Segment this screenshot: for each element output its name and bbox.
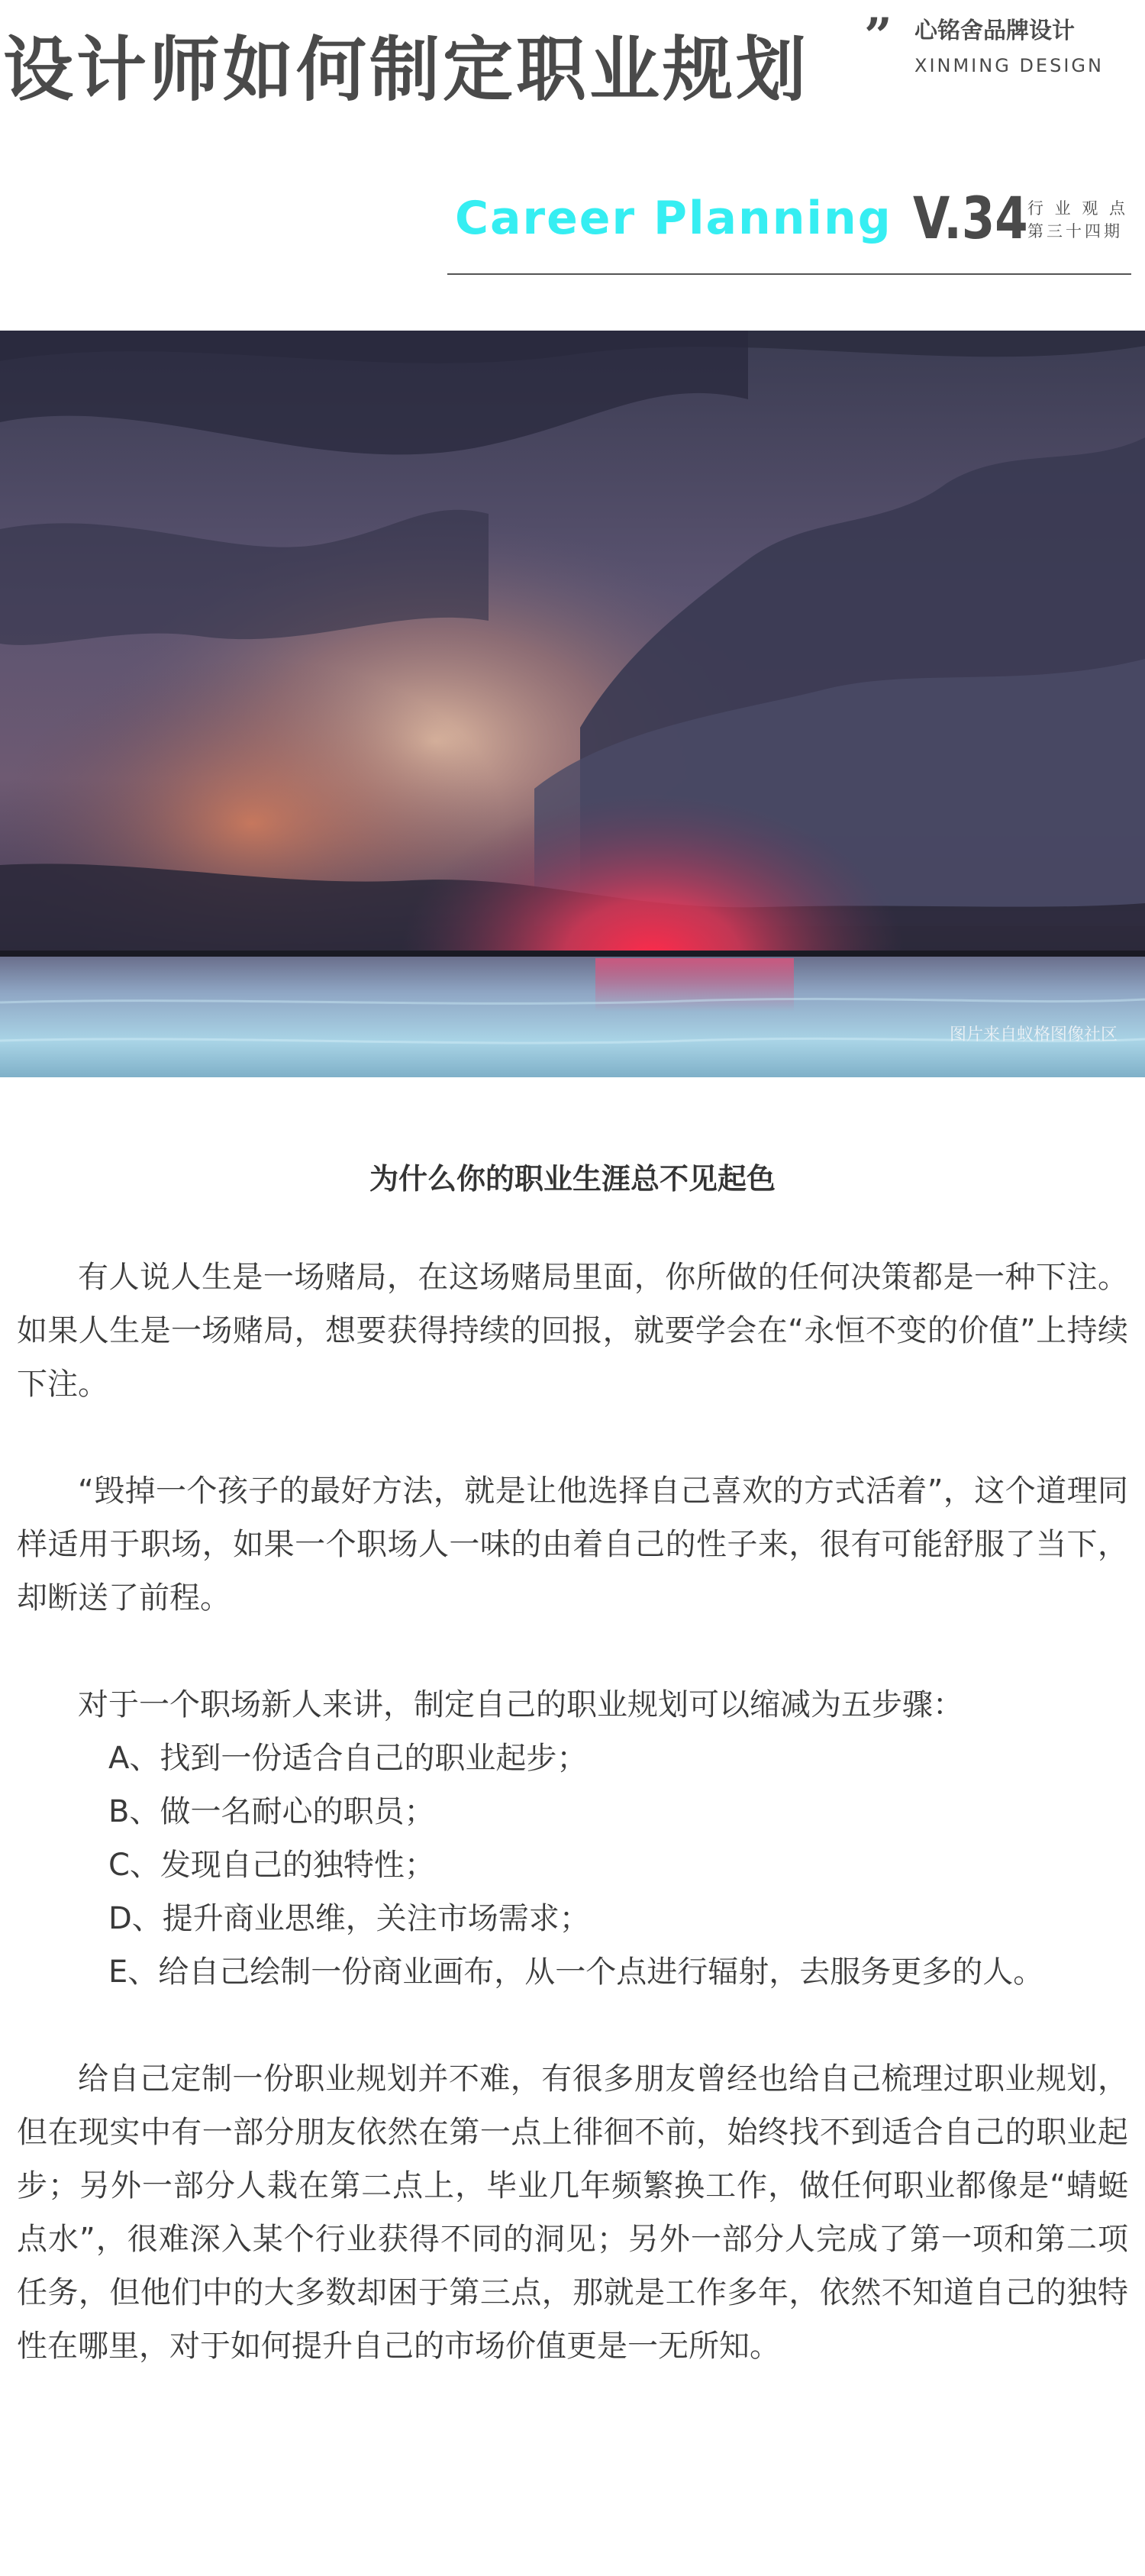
page-title: 设计师如何制定职业规划 [3, 29, 810, 111]
issue-meta [1027, 197, 1134, 243]
issue-number: V.34 [913, 184, 1028, 252]
brand-logo [864, 8, 1124, 86]
list-item: A、找到一份适合自己的职业起步； [108, 1740, 588, 1776]
issue-period: 第三十四期 [1027, 222, 1123, 240]
paragraph-closing: 给自己定制一份职业规划并不难，有很多朋友曾经也给自己梳理过职业规划，但在现实中有一部分朋友依然在第一点上徘徊不前，始终找不到适合自己的职业起步；另外一部分人栽在第二点上，毕业几年频繁换工作，做任何职业都像是“蜻蜓点水”，很难深入某个行业获得不同的洞见；另外一部分人完成了第一项和第二项任务，但他们中的大多数却困于第三点，那就是工作多年，依然不知道自己的独特性在哪里，对于如何提升自己的市场价值更是一无所知。 [17, 2061, 1128, 2364]
paragraph-1: 有人说人生是一场赌局，在这场赌局里面，你所做的任何决策都是一种下注。如果人生是一场赌局，想要获得持续的回报，就要学会在“永恒不变的价值”上持续下注。 [17, 1259, 1128, 1402]
sunset-storm-image [0, 331, 1145, 1077]
brand-name-en: XINMING DESIGN [914, 55, 1104, 76]
list-item: B、做一名耐心的职员； [108, 1793, 435, 1829]
quote-icon: ” [864, 8, 892, 65]
list-item: D、提升商业思维，关注市场需求； [108, 1900, 590, 1936]
photo-credit: 图片来自蚁格图像社区 [949, 1025, 1118, 1044]
issue-category: 行 业 观 点 [1027, 199, 1129, 218]
hero-photo [0, 331, 1145, 1077]
paragraph-3: 对于一个职场新人来讲，制定自己的职业规划可以缩减为五步骤： [78, 1687, 963, 1722]
steps-list [0, 1732, 1145, 1999]
brand-name-cn: 心铭舍品牌设计 [914, 18, 1075, 44]
header [0, 0, 1145, 321]
list-item: E、给自己绘制一份商业画布，从一个点进行辐射，去服务更多的人。 [108, 1954, 1044, 1990]
section-heading: 为什么你的职业生涯总不见起色 [369, 1162, 776, 1196]
header-divider [447, 273, 1131, 275]
subtitle-en: Career Planning [455, 192, 892, 245]
paragraph-2: “毁掉一个孩子的最好方法，就是让他选择自己喜欢的方式活着”，这个道理同样适用于职场，如果一个职场人一味的由着自己的性子来，很有可能舒服了当下，却断送了前程。 [17, 1473, 1128, 1616]
list-item: C、发现自己的独特性； [108, 1847, 435, 1883]
article-body [0, 1115, 1145, 2373]
